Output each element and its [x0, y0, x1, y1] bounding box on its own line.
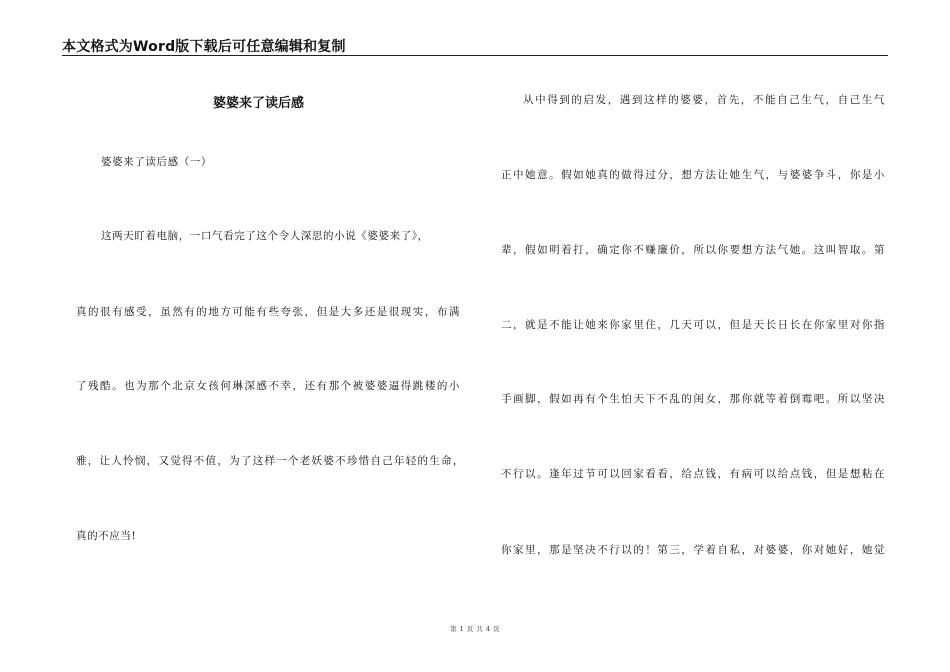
- right-text-line: 辈，假如明着打，确定你不赚廉价，所以你要想方法气她。这叫智取。第: [501, 244, 885, 256]
- right-text-line: 从中得到的启发，遇到这样的婆婆，首先，不能自己生气，自己生气: [523, 94, 885, 106]
- header-banner-text: 本文格式为Word版下载后可任意编辑和复制: [62, 39, 346, 55]
- right-text-line: 二，就是不能让她来你家里住，几天可以，但是天长日长在你家里对你指: [501, 319, 885, 331]
- left-text-line: 雅，让人怜悯，又觉得不值，为了这样一个老妖婆不珍惜自己年轻的生命，: [76, 455, 464, 467]
- left-text-line: 了残酷。也为那个北京女孩何琳深感不幸，还有那个被婆婆逼得跳楼的小: [76, 380, 460, 392]
- right-text-line: 手画脚，假如再有个生怕天下不乱的闺女，那你就等着倒霉吧。所以坚决: [501, 393, 885, 405]
- left-text-line: 真的很有感受，虽然有的地方可能有些夸张，但是大多还是很现实，布满: [76, 306, 460, 318]
- header-banner: [62, 34, 888, 56]
- page-number-footer: 第 1 页 共 4 页: [449, 625, 501, 633]
- right-text-line: 正中她意。假如她真的做得过分，想方法让她生气，与婆婆争斗，你是小: [501, 169, 885, 181]
- header-divider: [62, 55, 888, 56]
- left-paragraph-heading: 婆婆来了读后感（一）: [101, 156, 212, 168]
- right-text-line: 不行以。逢年过节可以回家看看，给点钱，有病可以给点钱，但是想粘在: [501, 468, 885, 480]
- left-text-line: 真的不应当!: [76, 530, 137, 542]
- left-text-line: 这两天盯着电脑，一口气看完了这个令人深思的小说《婆婆来了》，: [101, 230, 429, 242]
- document-title: 婆婆来了读后感: [213, 96, 305, 111]
- right-text-line: 你家里，那是坚决不行以的！第三，学着自私，对婆婆，你对她好，她觉: [501, 544, 885, 556]
